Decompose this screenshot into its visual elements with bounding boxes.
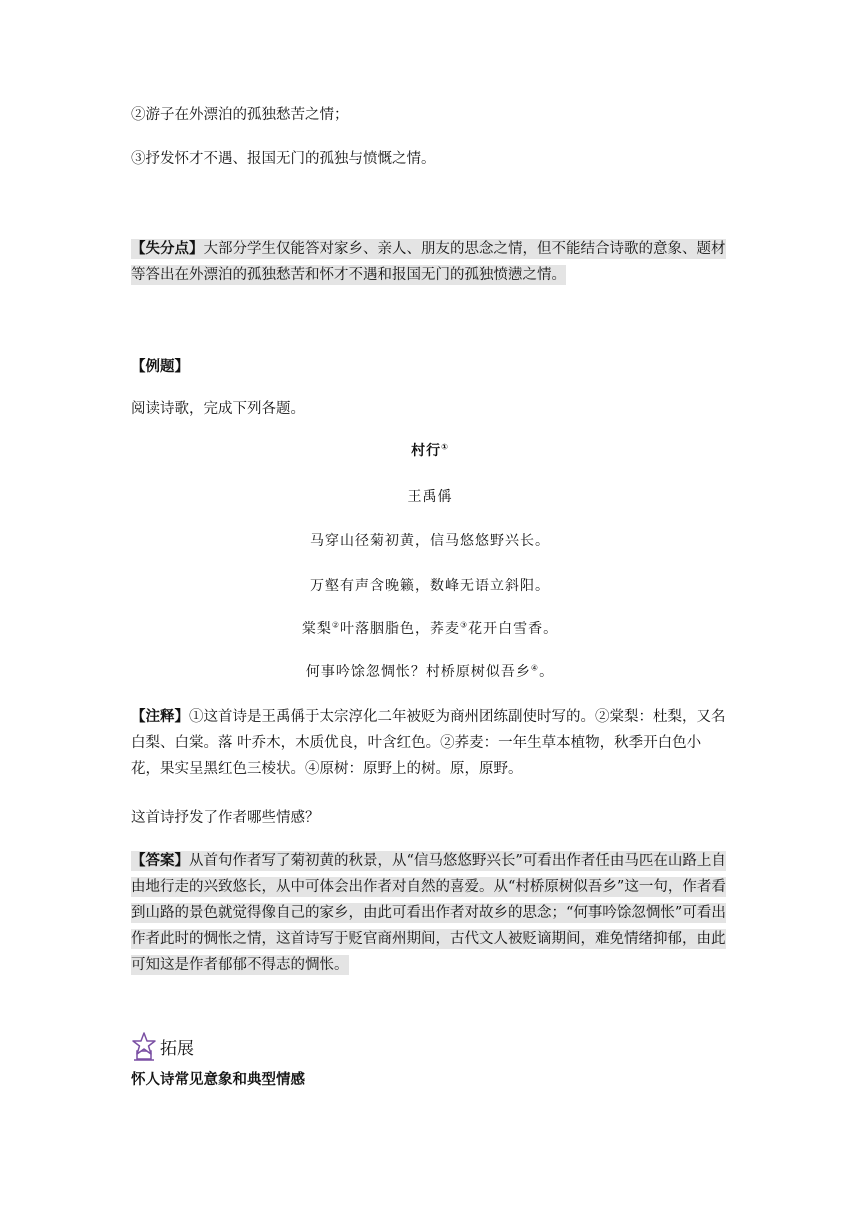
poem-title — [131, 440, 729, 460]
poem-author: 王禹偁 — [407, 489, 453, 505]
lose-points-block — [131, 236, 729, 288]
lose-points-label: 【失分点】 — [131, 240, 204, 257]
extension-subtitle: 怀人诗常见意象和典型情感 — [131, 1071, 305, 1088]
poem-note-2: ② — [331, 620, 340, 630]
answer-item-2: ②游子在外漂泊的孤独愁苦之情； — [131, 107, 349, 123]
poem-line-3-part-c: 花开白雪香。 — [468, 621, 559, 637]
notes-text: ①这首诗是王禹偁于太宗淳化二年被贬为商州团练副使时写的。②棠梨：杜梨，又名白梨、白棠。落 叶乔木，木质优良，叶含红色。②荞麦：一年生草本植物，秋季开白色小花，果实呈黑红色三棱状。④原树：原野上的树。原，原野。 — [131, 709, 726, 777]
poem-line-4 — [131, 661, 729, 681]
poem-line-4-part-b: 。 — [539, 664, 555, 680]
answer-text: 从首句作者写了菊初黄的秋景，从“信马悠悠野兴长”可看出作者任由马匹在山路上自由地行走的兴致悠长，从中可体会出作者对自然的喜爱。从“村桥原树似吾乡”这一句，作者看到山路的景色就觉得像自己的家乡，由此可看出作者对故乡的思念；“何事吟馀忽惆怅”可看出作者此时的惆怅之情，这首诗写于贬官商州期间，古代文人被贬谪期间，难免情绪抑郁，由此可知这是作者郁郁不得志的惆怅。 — [131, 853, 726, 973]
poem-line-3-part-a: 棠梨 — [301, 621, 332, 637]
poem-line-1: 马穿山径菊初黄，信马悠悠野兴长。 — [310, 533, 550, 549]
poem-line-3-part-b: 叶落胭脂色，荞麦 — [340, 621, 460, 637]
notes-label: 【注释】 — [131, 708, 189, 725]
extension-title: 拓展 — [160, 1039, 194, 1059]
example-instruction: 阅读诗歌，完成下列各题。 — [131, 401, 305, 417]
answer-label: 【答案】 — [131, 852, 189, 869]
poem-line-3 — [131, 618, 729, 638]
poem-note-4: ④ — [530, 663, 540, 673]
question-text: 这首诗抒发了作者哪些情感？ — [131, 810, 320, 826]
poem-note-3: ③ — [460, 620, 469, 630]
star-badge-icon — [131, 1032, 157, 1062]
example-heading: 【例题】 — [131, 358, 189, 375]
poem-title-text: 村行 — [411, 443, 442, 459]
poem-line-2: 万壑有声含晚籁，数峰无语立斜阳。 — [310, 578, 550, 594]
lose-points-text: 大部分学生仅能答对家乡、亲人、朋友的思念之情，但不能结合诗歌的意象、题材等答出在外漂泊的孤独愁苦和怀才不遇和报国无门的孤独愤懑之情。 — [131, 241, 726, 283]
poem-title-note: ① — [441, 442, 449, 452]
answer-item-3: ③抒发怀才不遇、报国无门的孤独与愤慨之情。 — [131, 151, 436, 167]
answer-block — [131, 848, 729, 978]
poem-notes — [131, 704, 729, 782]
poem-line-4-part-a: 何事吟馀忽惆怅？村桥原树似吾乡 — [305, 664, 531, 680]
